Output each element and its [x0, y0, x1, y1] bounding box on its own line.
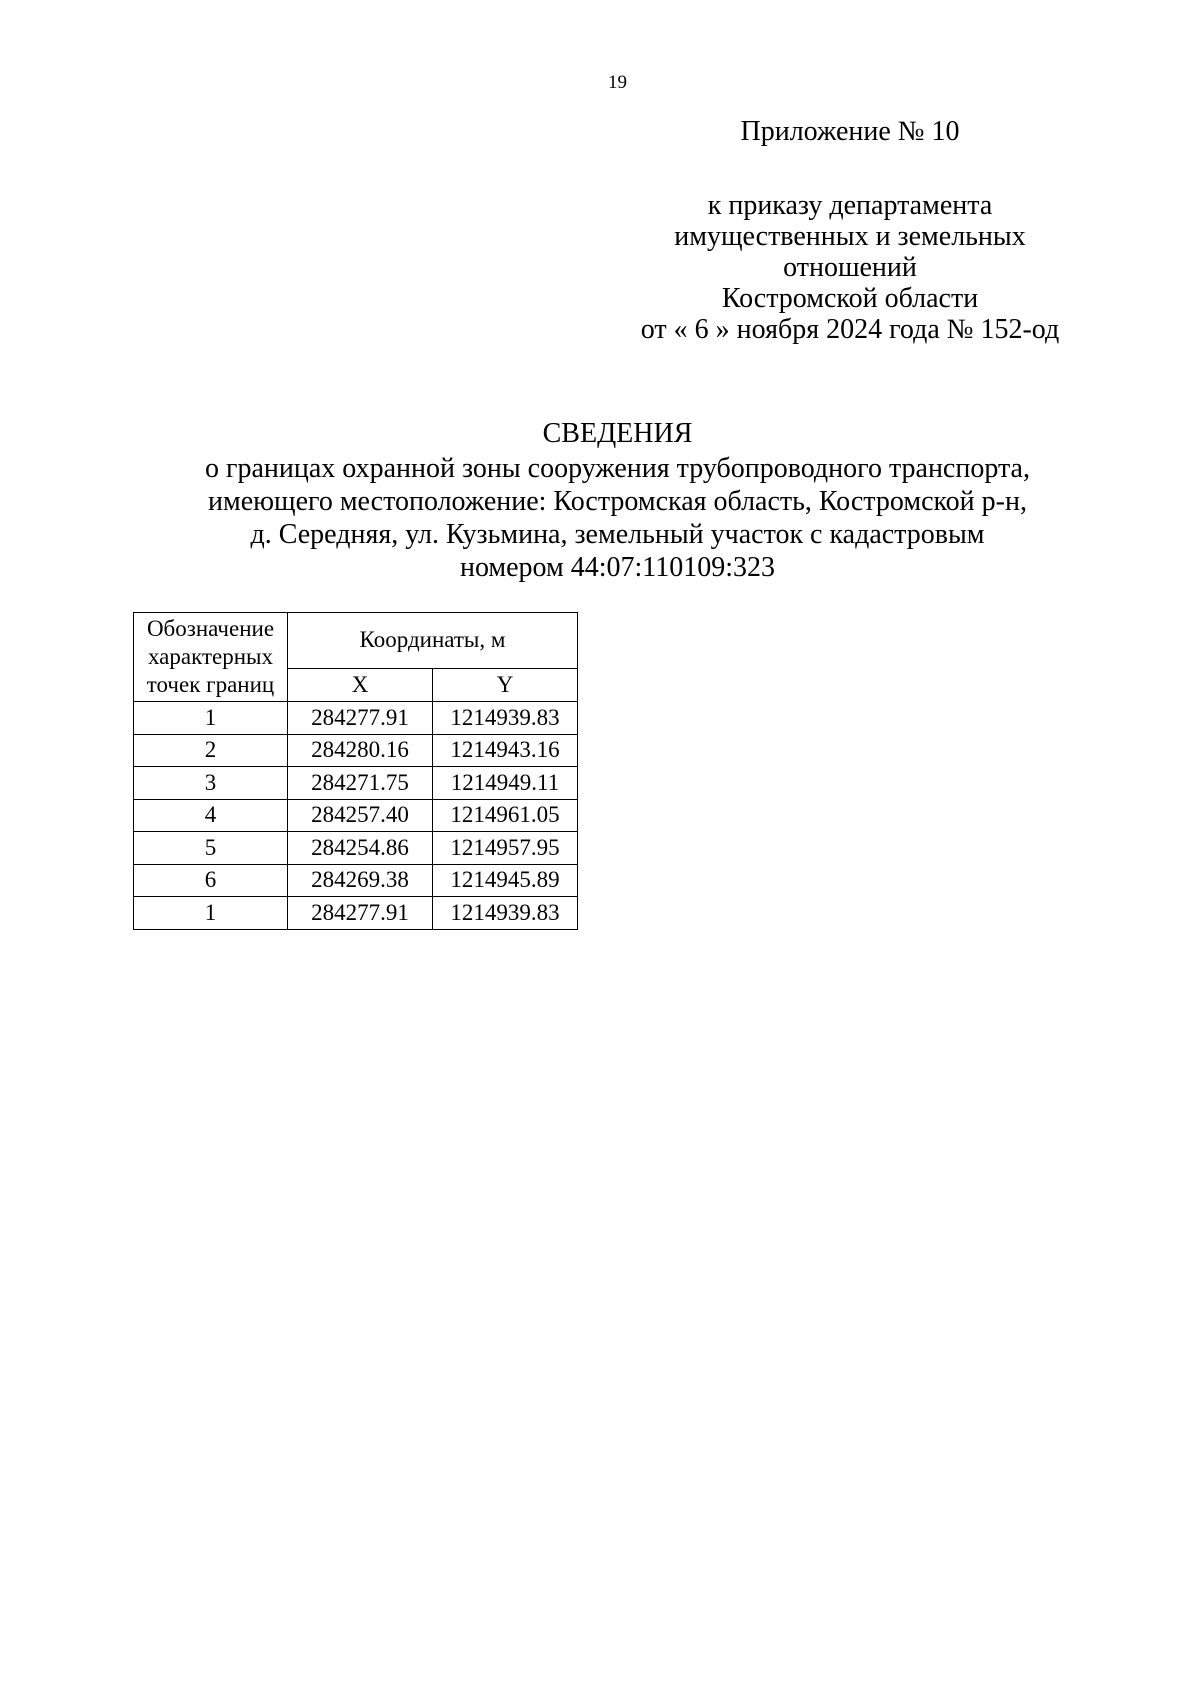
order-reference	[600, 190, 1100, 345]
point-cell: 5	[134, 832, 288, 865]
table-row	[134, 767, 578, 800]
order-line: к приказу департамента	[707, 190, 993, 221]
x-cell: 284280.16	[288, 734, 433, 767]
y-cell: 1214945.89	[433, 864, 578, 897]
point-cell: 3	[134, 767, 288, 800]
table-row	[134, 799, 578, 832]
x-header: X	[288, 668, 433, 701]
point-header	[134, 613, 288, 702]
point-header-line: точек границ	[146, 672, 275, 697]
coordinates-header: Координаты, м	[288, 613, 578, 669]
subtitle-line: о границах охранной зоны сооружения трубопроводного транспорта,	[205, 453, 1030, 484]
subtitle-line: д. Середняя, ул. Кузьмина, земельный участок с кадастровым	[250, 519, 985, 550]
y-cell: 1214961.05	[433, 799, 578, 832]
y-header: Y	[433, 668, 578, 701]
table-row	[134, 832, 578, 865]
point-cell: 4	[134, 799, 288, 832]
table-row	[134, 864, 578, 897]
table-row	[134, 897, 578, 930]
coordinates-table	[133, 612, 578, 930]
y-cell: 1214949.11	[433, 767, 578, 800]
x-cell: 284269.38	[288, 864, 433, 897]
table-row	[134, 734, 578, 767]
x-cell: 284254.86	[288, 832, 433, 865]
appendix-title: Приложение № 10	[740, 116, 960, 147]
order-line: от « 6 » ноября 2024 года № 152-од	[640, 314, 1060, 345]
x-cell: 284277.91	[288, 897, 433, 930]
document-subtitle	[100, 452, 1135, 584]
order-line: имущественных и земельных	[674, 221, 1026, 252]
point-cell: 6	[134, 864, 288, 897]
x-cell: 284257.40	[288, 799, 433, 832]
y-cell: 1214939.83	[433, 702, 578, 735]
x-cell: 284271.75	[288, 767, 433, 800]
table-row	[134, 702, 578, 735]
subtitle-line: номером 44:07:110109:323	[459, 552, 776, 583]
point-cell: 1	[134, 897, 288, 930]
y-cell: 1214939.83	[433, 897, 578, 930]
point-header-line: Обозначение	[146, 616, 275, 641]
subtitle-line: имеющего местоположение: Костромская область, Костромской р-н,	[208, 486, 1027, 517]
y-cell: 1214943.16	[433, 734, 578, 767]
point-cell: 2	[134, 734, 288, 767]
document-heading: СВЕДЕНИЯ	[542, 418, 693, 449]
order-line: отношений	[783, 252, 917, 283]
point-cell: 1	[134, 702, 288, 735]
y-cell: 1214957.95	[433, 832, 578, 865]
page-number: 19	[608, 72, 627, 93]
x-cell: 284277.91	[288, 702, 433, 735]
order-line: Костромской области	[721, 283, 979, 314]
point-header-line: характерных	[147, 644, 273, 669]
